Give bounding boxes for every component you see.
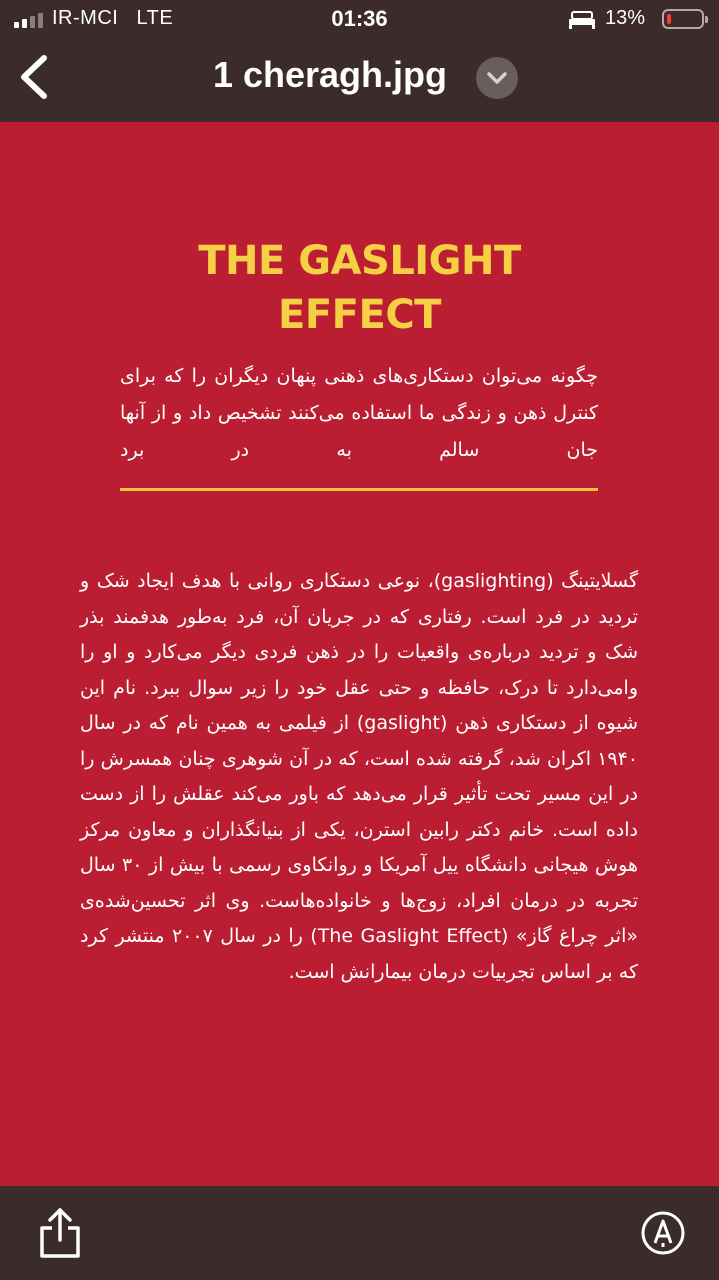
bottom-toolbar <box>0 1186 719 1280</box>
battery-percent: 13% <box>605 7 646 29</box>
clock: 01:36 <box>331 6 388 31</box>
top-bar <box>0 0 719 122</box>
markup-icon[interactable] <box>640 1210 686 1256</box>
title-menu-button[interactable] <box>476 57 518 99</box>
share-icon[interactable] <box>36 1206 84 1260</box>
bed-icon <box>568 10 596 30</box>
poster-heading <box>0 234 719 342</box>
chevron-down-icon <box>476 57 518 99</box>
file-title[interactable]: 1 cheragh.jpg <box>212 54 448 95</box>
image-view[interactable] <box>0 122 719 1186</box>
carrier-name: IR-MCI <box>52 7 119 29</box>
poster-subtitle: چگونه می‌توان دستکاری‌های ذهنی پنهان دیگران را که برای کنترل ذهن و زندگی ما استفاده می‌کنند تشخیص داد و از آنها جان سالم به در برد <box>120 365 598 461</box>
network-type: LTE <box>136 7 174 29</box>
heading-line-2: EFFECT <box>278 292 441 338</box>
divider <box>120 488 598 491</box>
heading-line-1: THE GASLIGHT <box>198 238 521 284</box>
status-bar <box>0 0 719 40</box>
poster-body: گسلایتینگ (gaslighting)، نوعی دستکاری روانی با هدف ایجاد شک و تردید در فرد است. رفتاری که در جریان آن، فرد به‌طور هدفمند بذر شک و تردید درباره‌ی واقعیات را در ذهن فردی دیگر می‌کارد و او را وامی‌دارد تا درک، حافظه و حتی عقل خود را زیر سوال ببرد. نام این شیوه از دستکاری ذهن (gaslight) از فیلمی به همین نام که در سال ۱۹۴۰ اکران شد، گرفته شده است، که در آن شوهری چنان همسرش را در این مسیر تحت تأثیر قرار می‌دهد که باور می‌کند عقلش را از دست داده است. خانم دکتر رابین استرن، یکی از بنیانگذاران و معاون مرکز هوش هیجانی دانشگاه ییل آمریکا و روانکاوی رسمی با بیش از ۳۰ سال تجربه در درمان افراد، زوج‌ها و خانواده‌هاست. وی اثر تحسین‌شده‌ی «اثر چراغ گاز» (The Gaslight Effect) را در سال ۲۰۰۷ منتشر کرد که بر اساس تجربیات درمان بیمارانش است. <box>80 570 638 983</box>
battery-icon <box>662 9 704 29</box>
battery-fill <box>667 14 671 24</box>
